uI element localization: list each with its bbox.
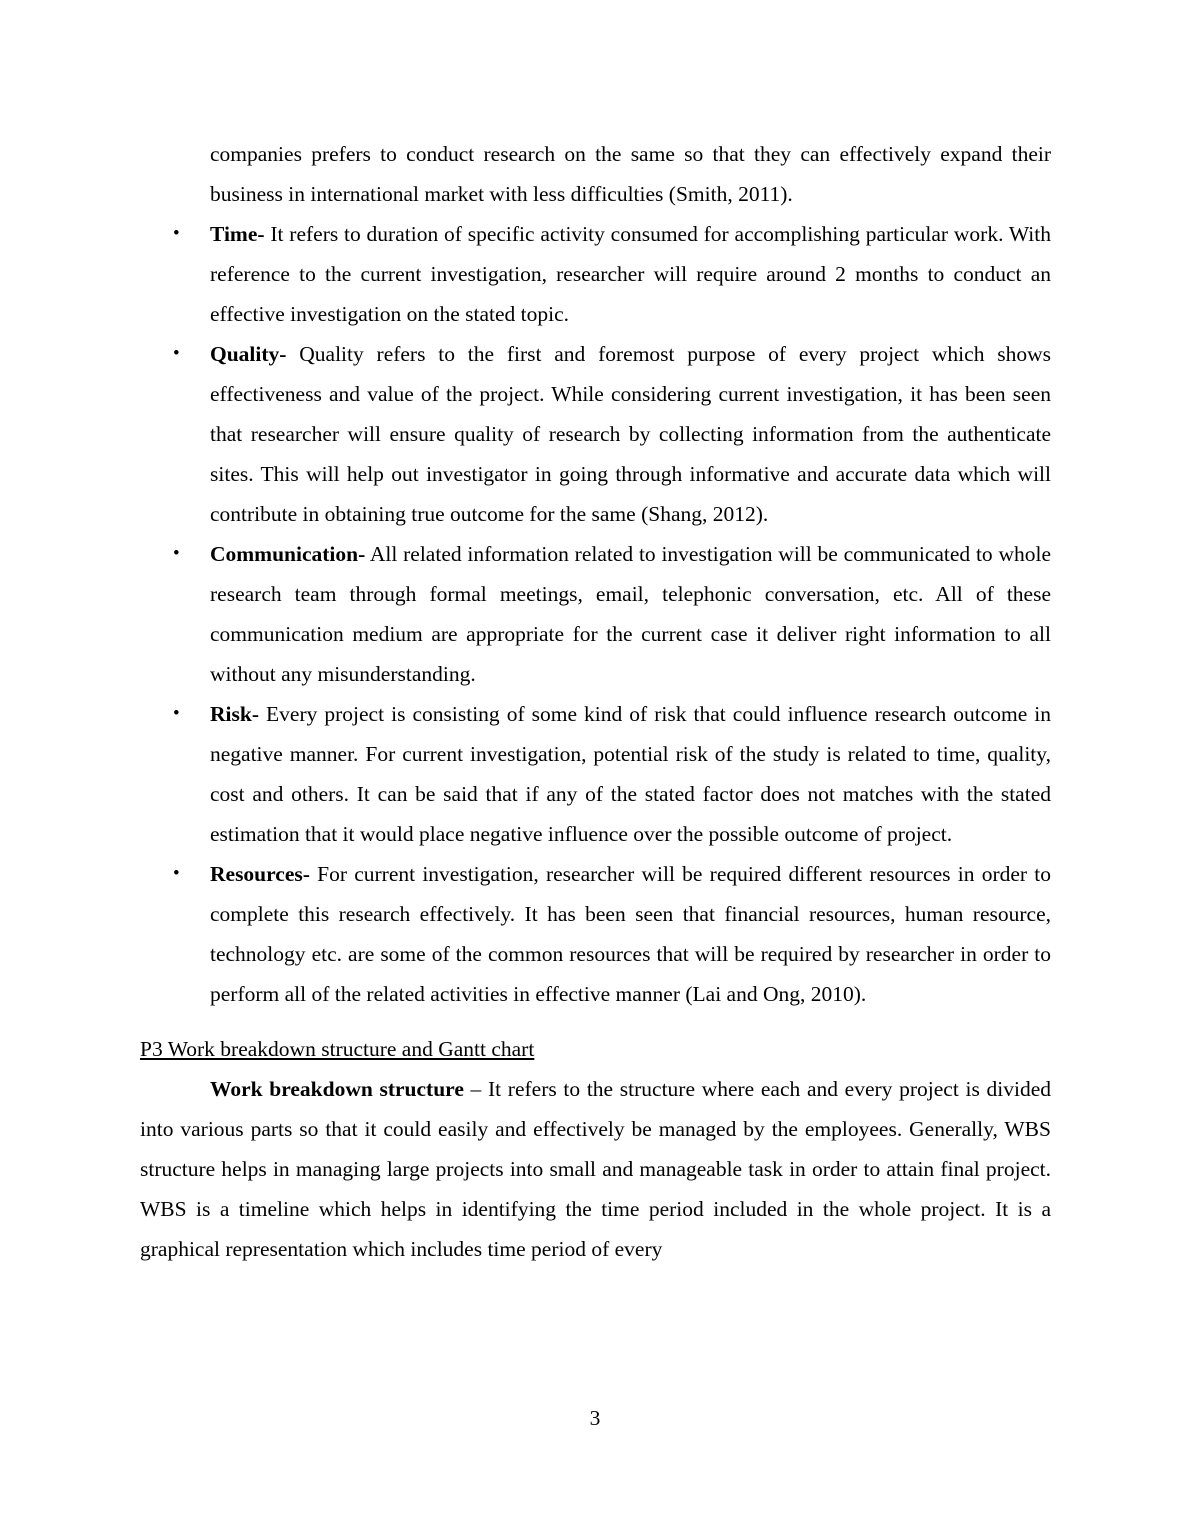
bullet-icon: • bbox=[173, 343, 180, 364]
page-content bbox=[140, 134, 1051, 1269]
bullet-item-quality bbox=[140, 334, 1051, 534]
wbs-paragraph bbox=[140, 1069, 1051, 1269]
bullet-icon: • bbox=[173, 863, 180, 884]
bullet-icon: • bbox=[173, 223, 180, 244]
intro-paragraph bbox=[140, 134, 1051, 214]
bullet-label-resources: Resources- bbox=[210, 862, 310, 886]
intro-paragraph-text: companies prefers to conduct research on the same so that they can effectively expand their business in international market with less difficulties (Smith, 2011). bbox=[210, 142, 1051, 206]
bullet-text-risk: Every project is consisting of some kind of risk that could influence research outcome in negative manner. For current investigation, potential risk of the study is related to time, quality, cost and others. It can be said that if any of the stated factor does not matches with the stated estimation that it would place negative influence over the possible outcome of project. bbox=[210, 702, 1051, 846]
bullet-label-quality: Quality- bbox=[210, 342, 287, 366]
bullet-item-time bbox=[140, 214, 1051, 334]
section-heading-text: P3 Work breakdown structure and Gantt chart bbox=[140, 1037, 535, 1061]
wbs-paragraph-text: – It refers to the structure where each and every project is divided into various parts so that it could easily and effectively be managed by the employees. Generally, WBS structure helps in managing large projects into small and manageable task in order to attain final project. WBS is a timeline which helps in identifying the time period included in the whole project. It is a graphical representation which includes time period of every bbox=[140, 1077, 1052, 1261]
page-number: 3 bbox=[589, 1406, 601, 1430]
bullet-text-communication: All related information related to investigation will be communicated to whole research team through formal meetings, email, telephonic conversation, etc. All of these communication medium are appropriate for the current case it deliver right information to all without any misunderstanding. bbox=[210, 542, 1051, 686]
bullet-label-risk: Risk- bbox=[210, 702, 259, 726]
bullet-text-resources: For current investigation, researcher will be required different resources in order to complete this research effectively. It has been seen that financial resources, human resource, technology etc. are some of the common resources that will be required by researcher in order to perform all of the related activities in effective manner (Lai and Ong, 2010). bbox=[210, 862, 1051, 1006]
bullet-label-time: Time- bbox=[210, 222, 265, 246]
bullet-item-communication bbox=[140, 534, 1051, 694]
bullet-text-time: It refers to duration of specific activity consumed for accomplishing particular work. With reference to the current investigation, researcher will require around 2 months to conduct an effective investigation on the stated topic. bbox=[210, 222, 1051, 326]
bullet-item-resources bbox=[140, 854, 1051, 1014]
bullet-item-risk bbox=[140, 694, 1051, 854]
section-heading bbox=[140, 1029, 1051, 1069]
bullet-icon: • bbox=[173, 543, 180, 564]
bullet-icon: • bbox=[173, 703, 180, 724]
bullet-text-quality: Quality refers to the first and foremost purpose of every project which shows effectiveness and value of the project. While considering current investigation, it has been seen that researcher will ensure quality of research by collecting information from the authenticate sites. This will help out investigator in going through informative and accurate data which will contribute in obtaining true outcome for the same (Shang, 2012). bbox=[210, 342, 1051, 526]
bullet-label-communication: Communication- bbox=[210, 542, 366, 566]
wbs-paragraph-lead: Work breakdown structure bbox=[210, 1077, 464, 1101]
